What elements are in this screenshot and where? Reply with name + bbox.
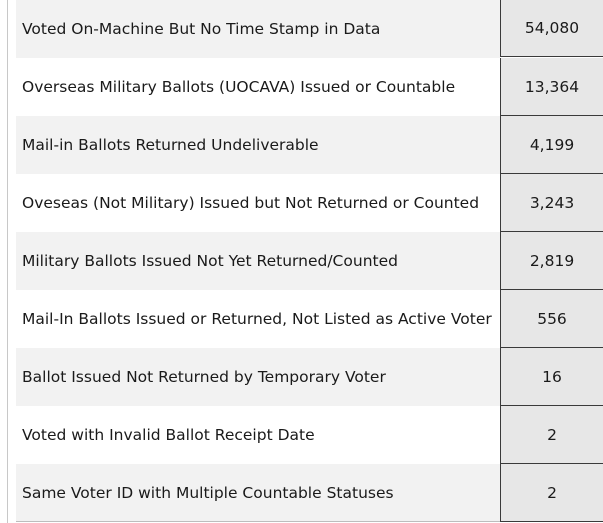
left-border [7,0,8,523]
table-bottom-border [16,521,500,522]
row-label: Overseas Military Ballots (UOCAVA) Issued or Countable [16,58,500,116]
row-value: 556 [500,290,603,348]
row-value: 2 [500,464,603,522]
table-row [16,232,603,290]
row-label: Voted On-Machine But No Time Stamp in Data [16,0,500,58]
row-label: Oveseas (Not Military) Issued but Not Returned or Counted [16,174,500,232]
row-label: Mail-In Ballots Issued or Returned, Not Listed as Active Voter [16,290,500,348]
row-label: Ballot Issued Not Returned by Temporary Voter [16,348,500,406]
row-value: 2 [500,406,603,464]
table-row [16,348,603,406]
table-row [16,290,603,348]
table-row [16,116,603,174]
row-label: Voted with Invalid Ballot Receipt Date [16,406,500,464]
row-value: 54,080 [500,0,603,57]
row-label: Mail-in Ballots Returned Undeliverable [16,116,500,174]
row-value: 3,243 [500,174,603,232]
table-row [16,58,603,116]
row-value: 2,819 [500,232,603,290]
row-value: 4,199 [500,116,603,174]
table-row [16,0,603,58]
table-row [16,174,603,232]
row-label: Military Ballots Issued Not Yet Returned/Counted [16,232,500,290]
row-value: 16 [500,348,603,406]
ballot-status-table [16,0,603,522]
table-row [16,406,603,464]
table-row [16,464,603,522]
row-label: Same Voter ID with Multiple Countable Statuses [16,464,500,522]
row-value: 13,364 [500,58,603,116]
